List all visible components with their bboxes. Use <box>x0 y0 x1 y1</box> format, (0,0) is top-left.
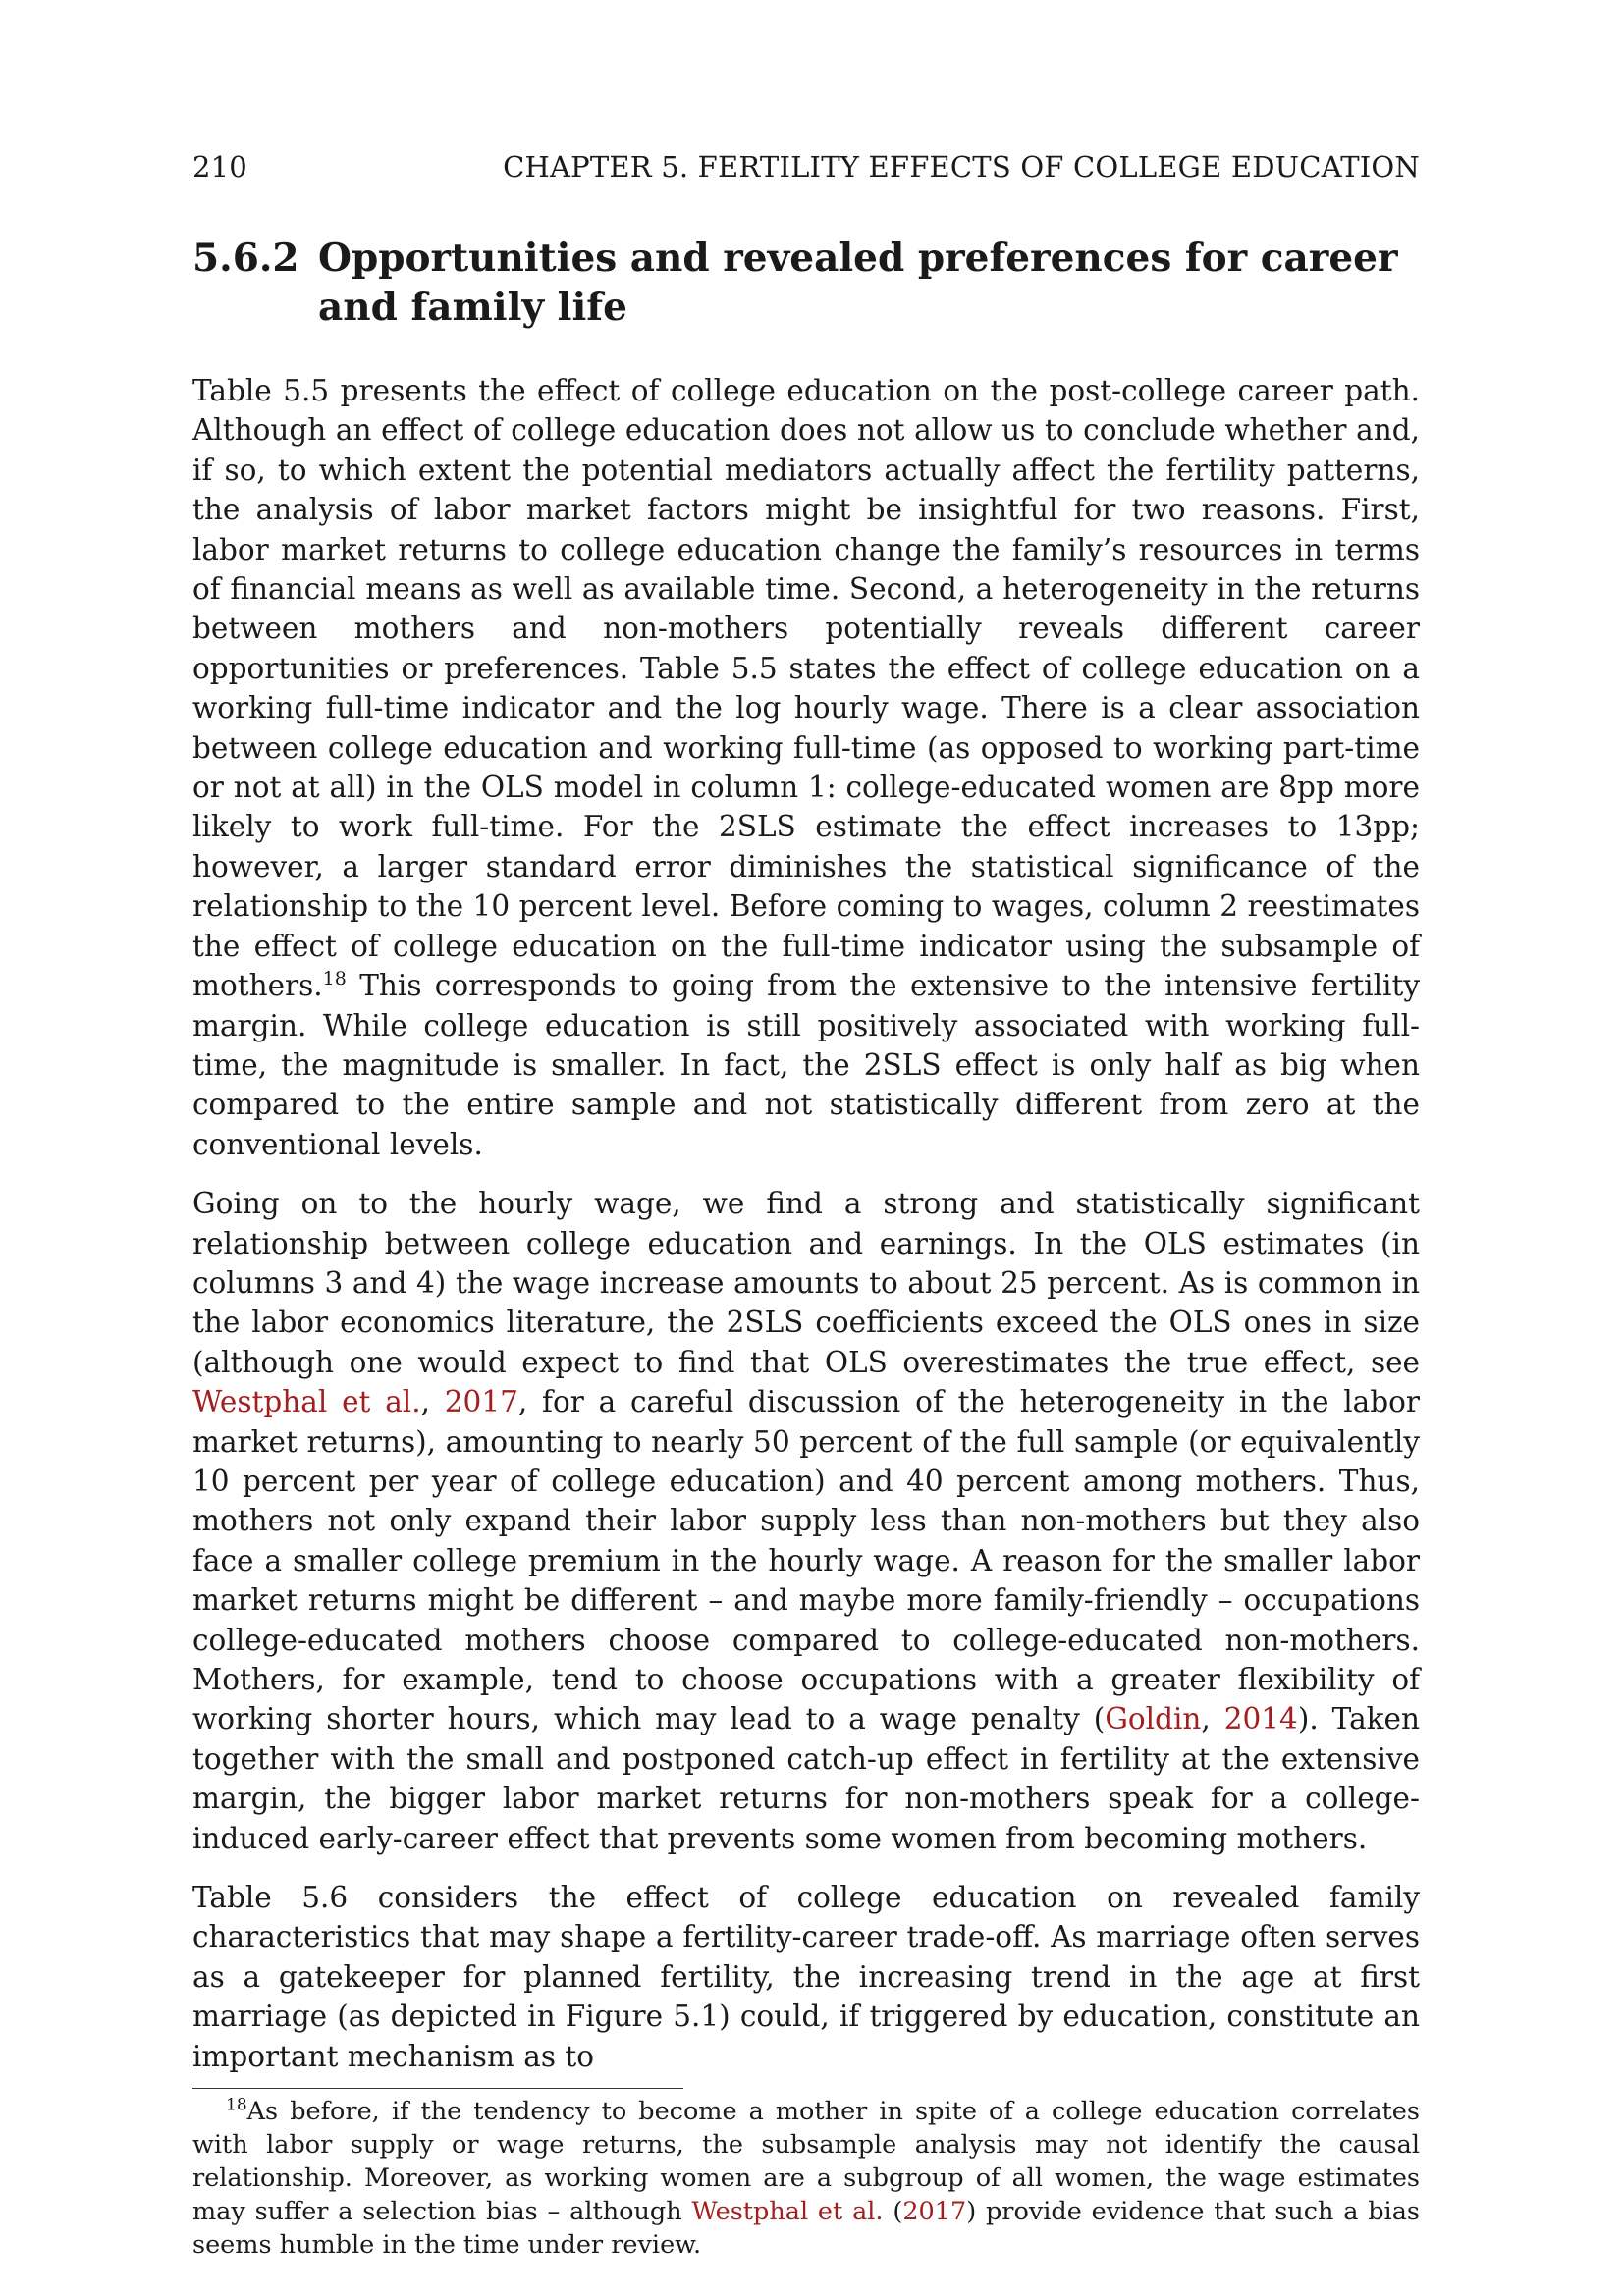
running-head <box>192 145 1420 188</box>
page-number: 210 <box>192 150 247 184</box>
citation-separator: , <box>1201 1702 1224 1736</box>
paragraph-3: Table 5.6 considers the effect of college education on revealed family characteristics that may shape a fertility-career trade-off. As marriage often serves as a gatekeeper for planned fertility, the increasing trend in the age at first marriage (as depicted in Figure 5.1) could, if triggered by education, constitute an important mechanism as to <box>192 1881 1420 2073</box>
citation-westphal-author[interactable]: Westphal et al. <box>192 1385 421 1419</box>
section-number: 5.6.2 <box>192 236 299 281</box>
paragraph-1-text-a: Table 5.5 presents the effect of college education on the post-college career path. Although an effect of college education does not allow us to conclude whether and, if so, to which extent the potential mediators actually affect the fertility patterns, the analysis of labor market factors might be insightful for two reasons. First, labor market returns to college education change the family’s resources in terms of financial means as well as available time. Second, a heterogeneity in the returns between mothers and non-mothers potentially reveals different career opportunities or preferences. Table 5.5 states the effect of college education on a working full-time indicator and the log hourly wage. There is a clear association between college education and working full-time (as opposed to working part-time or not at all) in the OLS model in column 1: college-educated women are 8pp more likely to work full-time. For the 2SLS estimate the effect increases to 13pp; however, a larger standard error diminishes the statistical significance of the relationship to the 10 percent level. Before coming to wages, column 2 reestimates the effect of college education on the full-time indicator using the subsample of mothers. <box>192 374 1420 1003</box>
paragraph-1 <box>192 371 1420 1164</box>
paragraph-1-text-b: This corresponds to going from the extensive to the intensive fertility margin. While college education is still positively associated with working full-time, the magnitude is smaller. In fact, the 2SLS effect is only half as big when compared to the entire sample and not statistically different from zero at the conventional levels. <box>192 969 1420 1161</box>
paragraph-2-text-c: ). Taken together with the small and postponed catch-up effect in fertility at the extensive margin, the bigger labor market returns for non-mothers speak for a college-induced early-career effect that prevents some women from becoming mothers. <box>192 1702 1420 1855</box>
page <box>192 145 1420 2262</box>
footnote-citation-open: ( <box>883 2197 903 2227</box>
footnote-citation-author[interactable]: Westphal et al. <box>691 2197 884 2227</box>
body-text <box>192 371 1420 2076</box>
footnote-citation-close: ) <box>966 2197 977 2227</box>
footnote-divider <box>192 2088 683 2089</box>
section-heading <box>192 234 1420 332</box>
paragraph-2-text-b: , for a careful discussion of the heterogeneity in the labor market returns), amounting to nearly 50 percent of the full sample (or equivalently 10 percent per year of college education) and 40 percent among mothers. Thus, mothers not only expand their labor supply less than non-mothers but they also face a smaller college premium in the hourly wage. A reason for the smaller labor market returns might be different – and maybe more family-friendly – occupations college-educated mothers choose compared to college-educated non-mothers. Mothers, for example, tend to choose occupations with a greater flexibility of working shorter hours, which may lead to a wage penalty ( <box>192 1385 1420 1736</box>
citation-westphal-year[interactable]: 2017 <box>444 1385 518 1419</box>
footnote-marker[interactable]: 18 <box>322 968 347 990</box>
footnote-number: 18 <box>226 2095 247 2115</box>
chapter-title: CHAPTER 5. FERTILITY EFFECTS OF COLLEGE EDUCATION <box>503 150 1420 184</box>
footnote-18 <box>192 2095 1420 2262</box>
citation-separator: , <box>420 1385 445 1419</box>
section-title: Opportunities and revealed preferences for career and family life <box>318 236 1398 330</box>
footnote-text-a: As before, if the tendency to become a mother in spite of a college education correlates with labor supply or wage returns, the subsample analysis may not identify the causal relationship. Moreover, as working women are a subgroup of all women, the wage estimates may suffer a selection bias – although <box>192 2097 1420 2227</box>
paragraph-2-text-a: Going on to the hourly wage, we find a strong and statistically significant relationship between college education and earnings. In the OLS estimates (in columns 3 and 4) the wage increase amounts to about 25 percent. As is common in the labor economics literature, the 2SLS coefficients exceed the OLS ones in size (although one would expect to find that OLS overestimates the true effect, see <box>192 1187 1420 1379</box>
citation-goldin-year[interactable]: 2014 <box>1223 1702 1298 1736</box>
footnote-citation-year[interactable]: 2017 <box>902 2197 967 2227</box>
footnote-text-b: provide evidence that such a bias seems humble in the time under review. <box>192 2197 1420 2261</box>
paragraph-2 <box>192 1184 1420 1858</box>
citation-goldin-author[interactable]: Goldin <box>1105 1702 1202 1736</box>
